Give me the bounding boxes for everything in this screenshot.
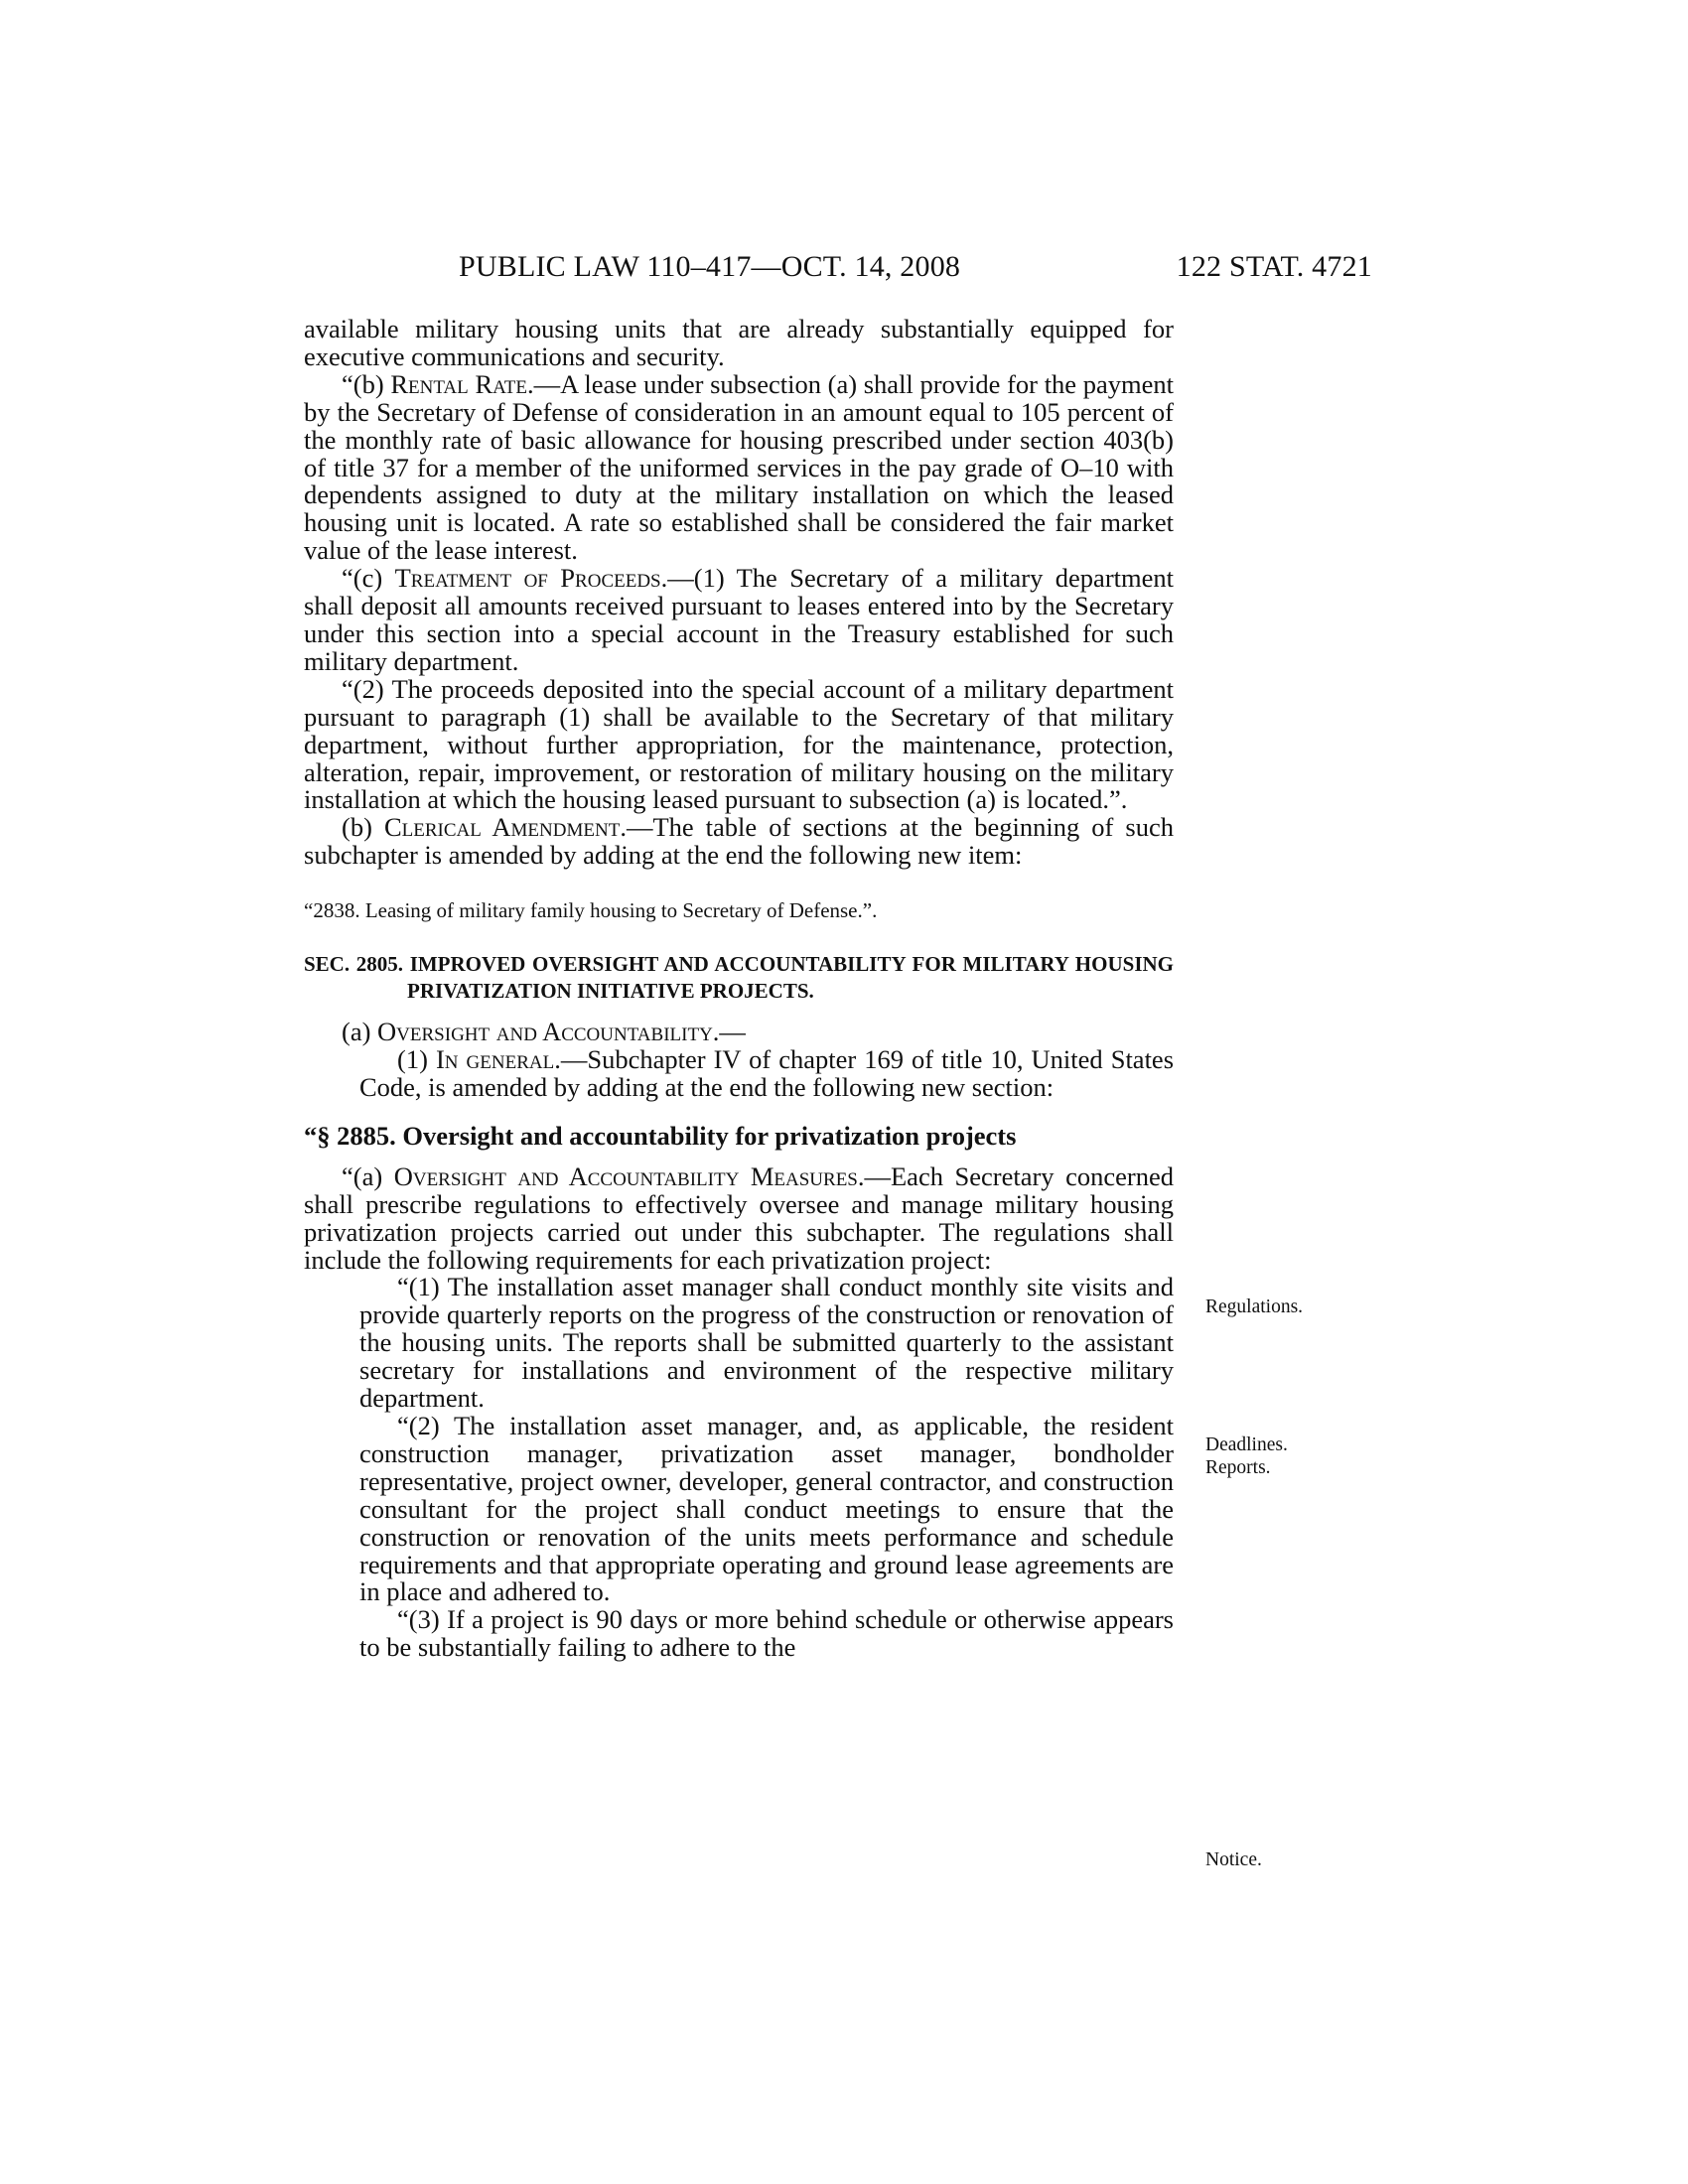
treatment-of-proceeds-paragraph: “(c) Treatment of Proceeds.—(1) The Secretary of a military department shall deposit all amounts received pursuant to leases entered into by the Secretary under this section into a special account in the Treasury established for such military department.: [304, 563, 1174, 676]
continuation-paragraph: available military housing units that are already substantially equipped for executive communications and security.: [304, 314, 1174, 371]
clerical-amendment-paragraph: (b) Clerical Amendment.—The table of sections at the beginning of such subchapter is amended by adding at the end the following new item:: [304, 812, 1174, 871]
requirement-2-paragraph: “(2) The installation asset manager, and, as applicable, the resident construction manager, privatization asset manager, bondholder representative, project owner, developer, general contractor, and construction consultant for the project shall conduct meetings to ensure that the construction or renovation of the units meets performance and schedule requirements and that appropriate operating and ground lease agreements are in place and adhered to.: [359, 1411, 1174, 1607]
section-heading: SEC. 2805. IMPROVED OVERSIGHT AND ACCOUNTABILITY FOR MILITARY HOUSING PRIVATIZATION INITIATIVE PROJECTS.: [304, 952, 1174, 1004]
running-header: [459, 250, 1372, 290]
in-general-heading: In general: [435, 1044, 555, 1075]
rental-rate-paragraph: “(b) Rental Rate.—A lease under subsection (a) shall provide for the payment by the Secretary of Defense of consideration in an amount equal to 105 percent of the monthly rate of basic allowance for housing prescribed under section 403(b) of title 37 for a member of the uniformed services in the pay grade of O–10 with dependents assigned to duty at the military installation on which the leased housing unit is located. A rate so established shall be considered the fair market value of the lease interest.: [304, 368, 1174, 566]
clerical-amendment-heading: Clerical Amendment: [383, 812, 621, 843]
page-body: [304, 316, 1174, 1662]
public-law-citation: PUBLIC LAW 110–417—OCT. 14, 2008: [459, 250, 961, 283]
subsection-a-heading: (a) Oversight and Accountability.—: [342, 1017, 746, 1047]
measures-heading: Oversight and Accountability Measures: [393, 1160, 858, 1191]
margin-note-regulations: Regulations.: [1205, 1297, 1304, 1317]
in-general-paragraph: (1) In general.—Subchapter IV of chapter 169 of title 10, United States Code, is amended by adding at the end the following new section:: [359, 1044, 1175, 1102]
requirement-3-paragraph: “(3) If a project is 90 days or more behind schedule or otherwise appears to be substantially failing to adhere to the: [359, 1604, 1174, 1663]
margin-note-deadlines: Deadlines.: [1205, 1434, 1288, 1455]
table-of-sections-item: “2838. Leasing of military family housing to Secretary of Defense.”.: [304, 898, 878, 923]
oversight-accountability-heading: Oversight and Accountability: [377, 1017, 713, 1047]
rental-rate-heading: Rental Rate: [390, 368, 527, 399]
new-section-title: “§ 2885. Oversight and accountability for privatization projects: [304, 1120, 1017, 1151]
treatment-of-proceeds-heading: Treatment of Proceeds: [394, 563, 661, 594]
requirement-1-paragraph: “(1) The installation asset manager shall conduct monthly site visits and provide quarterly reports on the progress of the construction or renovation of the housing units. The reports shall be submitted quarterly to the assistant secretary for installations and environment of the respective military department.: [359, 1272, 1174, 1414]
measures-paragraph: “(a) Oversight and Accountability Measures.—Each Secretary concerned shall prescribe regulations to effectively oversee and manage military housing privatization projects carried out under this subchapter. The regulations shall include the following requirements for each privatization project:: [304, 1160, 1174, 1275]
margin-note-notice: Notice.: [1205, 1849, 1262, 1870]
statute-page-number: 122 STAT. 4721: [1176, 250, 1372, 283]
proceeds-use-paragraph: “(2) The proceeds deposited into the special account of a military department pursuant to paragraph (1) shall be available to the Secretary of that military department, without further appropriation, for the maintenance, protection, alteration, repair, improvement, or restoration of military housing on the military installation at which the housing leased pursuant to subsection (a) is located.”.: [304, 673, 1174, 815]
margin-note-reports: Reports.: [1205, 1457, 1271, 1478]
